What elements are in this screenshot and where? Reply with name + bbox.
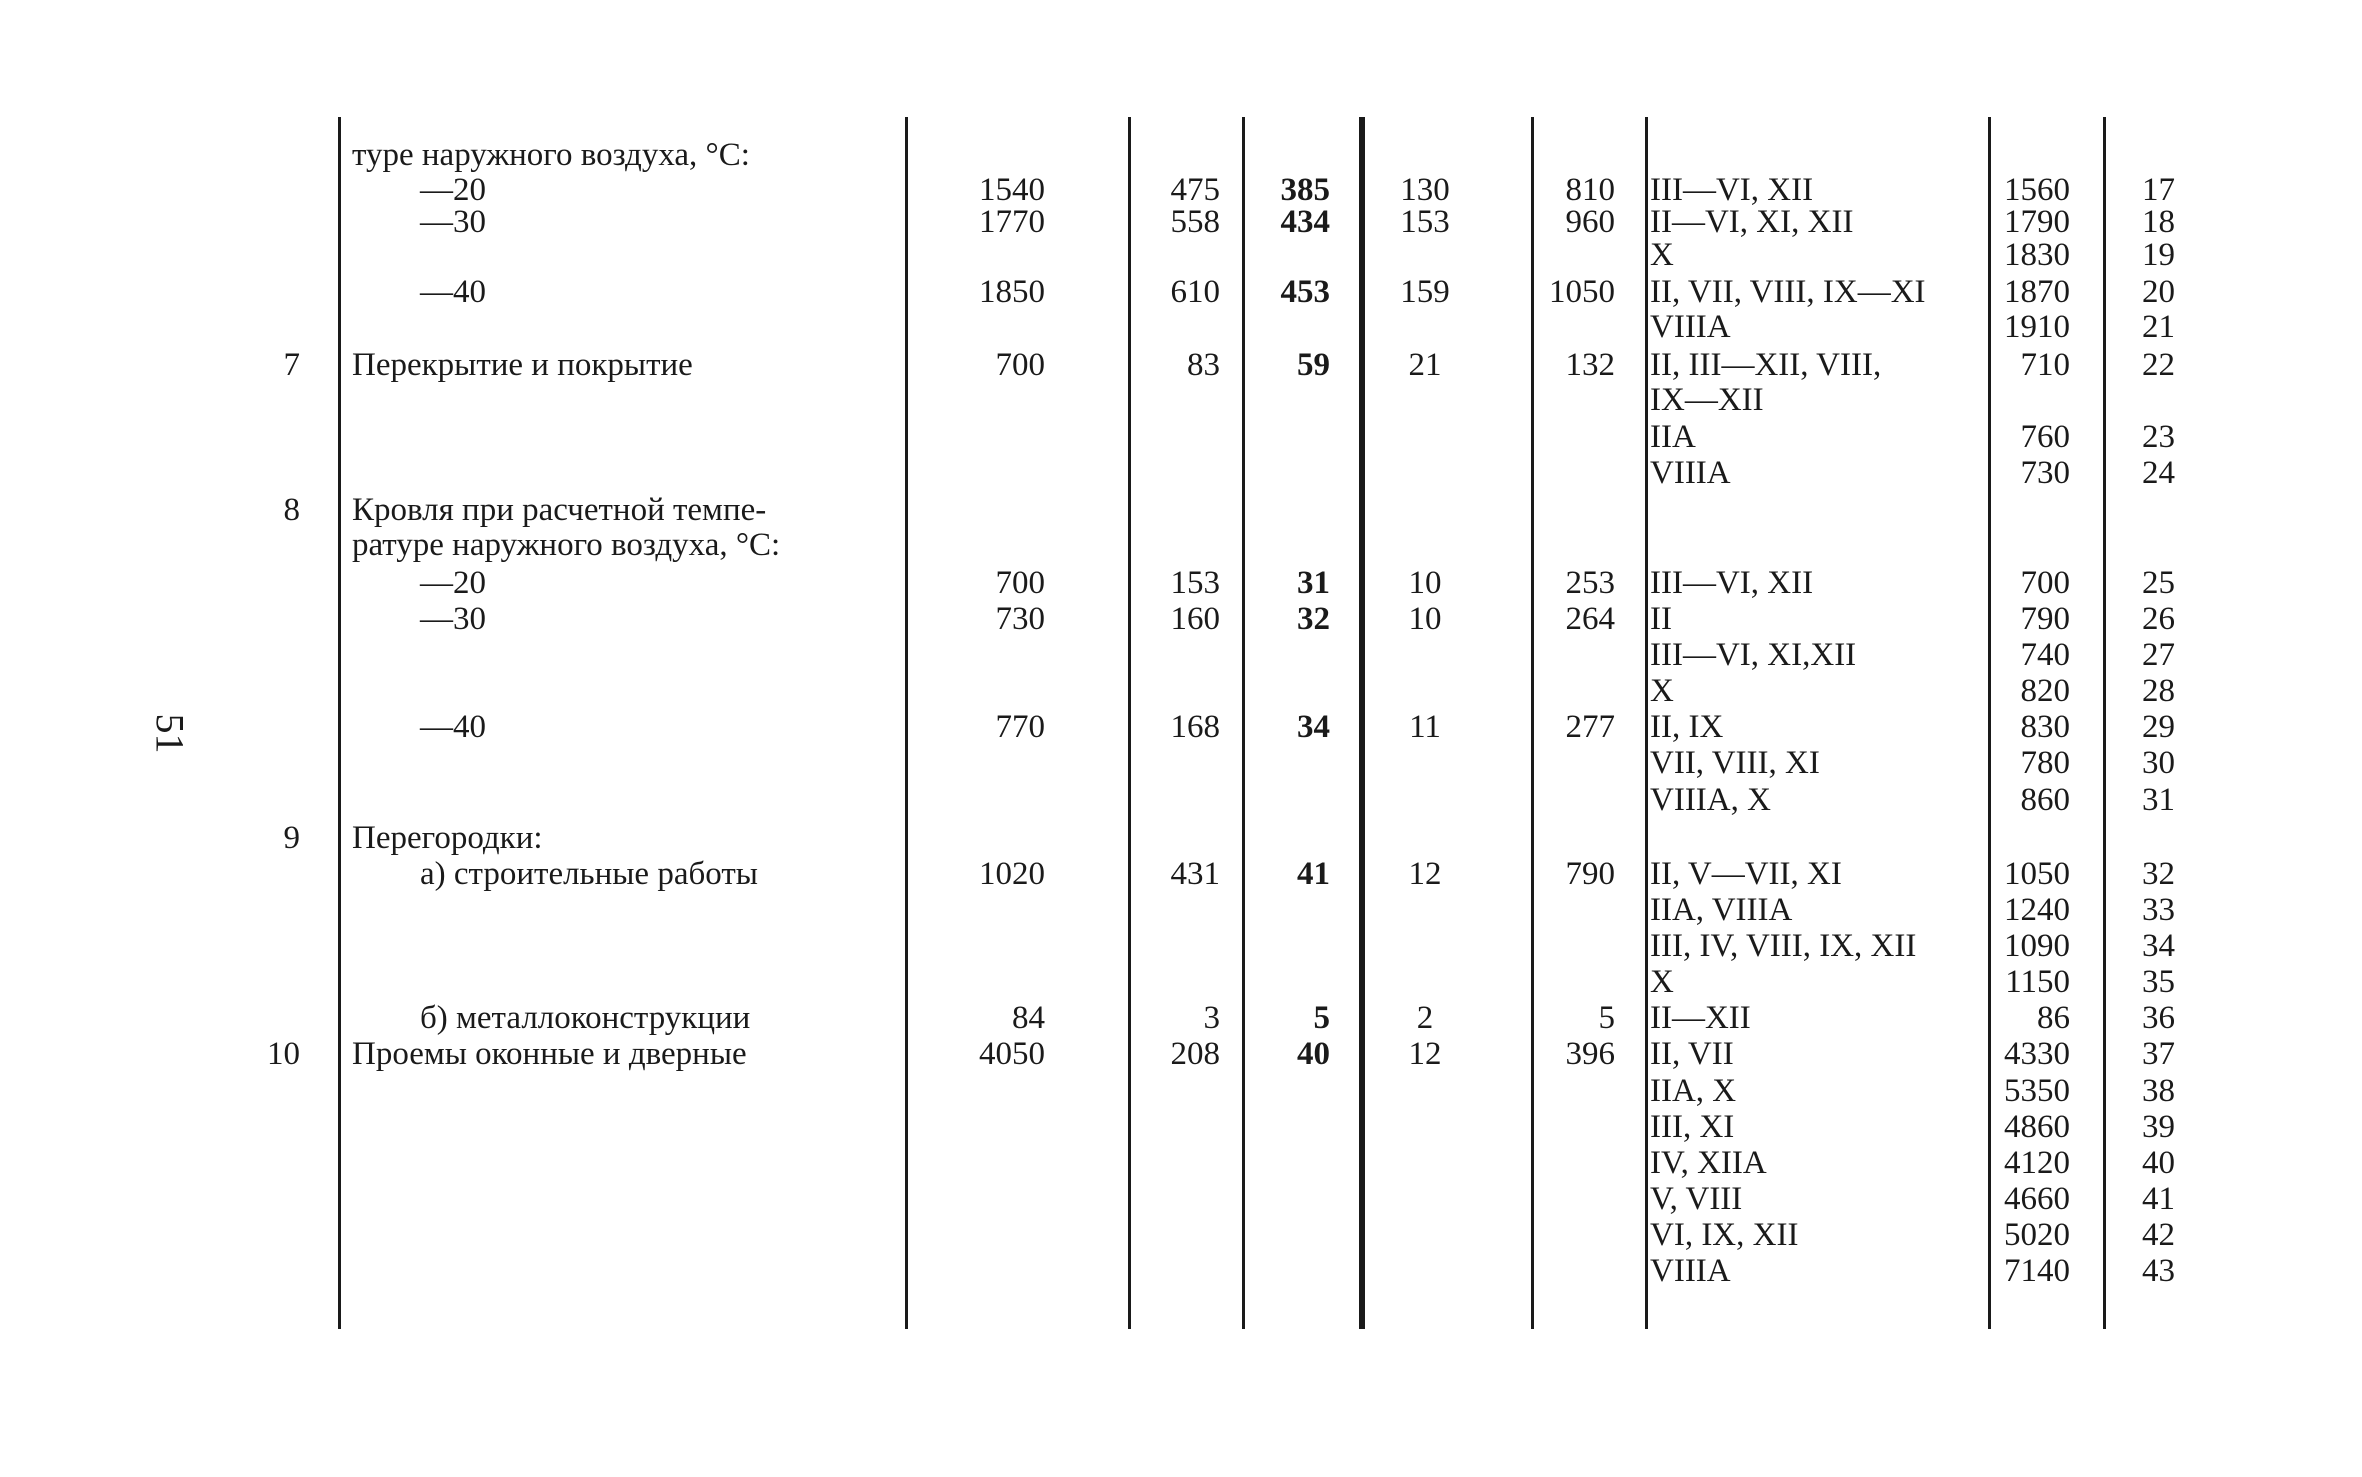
table-row xyxy=(0,1036,2362,1072)
value-cell: 770 xyxy=(995,709,1045,745)
regions-cell: III—VI, XI,XII xyxy=(1650,637,1857,673)
value-cell: 1540 xyxy=(979,172,1045,208)
value-cell: 396 xyxy=(1565,1036,1615,1072)
value-cell: 5020 xyxy=(2004,1217,2070,1253)
line-number: 37 xyxy=(2142,1036,2175,1072)
item-name: —20 xyxy=(420,172,486,208)
value-cell: 1050 xyxy=(1549,274,1615,310)
value-cell: 4660 xyxy=(2004,1181,2070,1217)
line-number: 33 xyxy=(2142,892,2175,928)
value-cell-bold: 453 xyxy=(1280,274,1330,310)
line-number: 21 xyxy=(2142,309,2175,345)
table-row xyxy=(0,382,2362,418)
regions-cell: II, V—VII, XI xyxy=(1650,856,1842,892)
regions-cell: X xyxy=(1650,237,1674,273)
line-number: 29 xyxy=(2142,709,2175,745)
row-number: 8 xyxy=(283,492,300,528)
value-cell-bold: 434 xyxy=(1280,204,1330,240)
value-cell: 610 xyxy=(1170,274,1220,310)
value-cell: 2 xyxy=(1416,1000,1434,1036)
value-cell: 11 xyxy=(1409,709,1441,745)
table-row xyxy=(0,565,2362,601)
value-cell: 277 xyxy=(1565,709,1615,745)
table-row xyxy=(0,1000,2362,1036)
table-row xyxy=(0,527,2362,563)
regions-cell: II, VII xyxy=(1650,1036,1734,1072)
value-cell: 4120 xyxy=(2004,1145,2070,1181)
line-number: 24 xyxy=(2142,455,2175,491)
table-row xyxy=(0,347,2362,383)
line-number: 43 xyxy=(2142,1253,2175,1289)
line-number: 20 xyxy=(2142,274,2175,310)
regions-cell: II, IX xyxy=(1650,709,1724,745)
regions-cell: IX—XII xyxy=(1650,382,1764,418)
value-cell: 168 xyxy=(1170,709,1220,745)
regions-cell: II, III—XII, VIII, xyxy=(1650,347,1882,383)
value-cell: 1090 xyxy=(2004,928,2070,964)
table-row xyxy=(0,637,2362,673)
value-cell: 1850 xyxy=(979,274,1045,310)
row-number: 7 xyxy=(283,347,300,383)
line-number: 38 xyxy=(2142,1073,2175,1109)
value-cell-bold: 40 xyxy=(1297,1036,1330,1072)
table-row xyxy=(0,1145,2362,1181)
regions-cell: VIIIA xyxy=(1650,309,1731,345)
value-cell: 1050 xyxy=(2004,856,2070,892)
table-row xyxy=(0,237,2362,273)
item-name: туре наружного воздуха, °С: xyxy=(352,137,750,173)
table-row xyxy=(0,928,2362,964)
table-row xyxy=(0,204,2362,240)
regions-cell: V, VIII xyxy=(1650,1181,1743,1217)
value-cell: 475 xyxy=(1170,172,1220,208)
table-row xyxy=(0,709,2362,745)
regions-cell: IV, XIIA xyxy=(1650,1145,1767,1181)
line-number: 39 xyxy=(2142,1109,2175,1145)
value-cell: 12 xyxy=(1408,1036,1442,1072)
value-cell: 4330 xyxy=(2004,1036,2070,1072)
line-number: 41 xyxy=(2142,1181,2175,1217)
value-cell: 1870 xyxy=(2004,274,2070,310)
item-name: —20 xyxy=(420,565,486,601)
table-row xyxy=(0,309,2362,345)
table-row xyxy=(0,856,2362,892)
regions-cell: II, VII, VIII, IX—XI xyxy=(1650,274,1926,310)
regions-cell: X xyxy=(1650,964,1674,1000)
line-number: 40 xyxy=(2142,1145,2175,1181)
line-number: 30 xyxy=(2142,745,2175,781)
value-cell: 1830 xyxy=(2004,237,2070,273)
value-cell-bold: 385 xyxy=(1280,172,1330,208)
value-cell: 740 xyxy=(2020,637,2070,673)
value-cell: 810 xyxy=(1565,172,1615,208)
regions-cell: VIIIA, X xyxy=(1650,782,1771,818)
item-name: —30 xyxy=(420,204,486,240)
regions-cell: IIA, X xyxy=(1650,1073,1737,1109)
row-number: 9 xyxy=(283,820,300,856)
value-cell: 132 xyxy=(1565,347,1615,383)
value-cell: 159 xyxy=(1400,274,1450,310)
table-row xyxy=(0,820,2362,856)
line-number: 23 xyxy=(2142,419,2175,455)
value-cell: 1240 xyxy=(2004,892,2070,928)
value-cell: 10 xyxy=(1408,565,1442,601)
value-cell: 780 xyxy=(2020,745,2070,781)
value-cell-bold: 5 xyxy=(1313,1000,1330,1036)
value-cell: 1560 xyxy=(2004,172,2070,208)
regions-cell: III—VI, XII xyxy=(1650,565,1814,601)
regions-cell: VIIIA xyxy=(1650,1253,1731,1289)
item-name: Кровля при расчетной темпе- xyxy=(352,492,767,528)
value-cell: 790 xyxy=(2020,601,2070,637)
value-cell: 5350 xyxy=(2004,1073,2070,1109)
item-name: —40 xyxy=(420,274,486,310)
table-row xyxy=(0,892,2362,928)
value-cell: 264 xyxy=(1565,601,1615,637)
table-row xyxy=(0,782,2362,818)
table-row xyxy=(0,172,2362,208)
regions-cell: II—VI, XI, XII xyxy=(1650,204,1854,240)
value-cell: 7140 xyxy=(2004,1253,2070,1289)
line-number: 34 xyxy=(2142,928,2175,964)
table-row xyxy=(0,419,2362,455)
value-cell: 153 xyxy=(1400,204,1450,240)
value-cell: 730 xyxy=(2020,455,2070,491)
item-name: Перегородки: xyxy=(352,820,543,856)
regions-cell: II xyxy=(1650,601,1672,637)
regions-cell: III, IV, VIII, IX, XII xyxy=(1650,928,1917,964)
page-number: 51 xyxy=(147,713,193,754)
line-number: 26 xyxy=(2142,601,2175,637)
value-cell-bold: 59 xyxy=(1297,347,1330,383)
value-cell: 431 xyxy=(1170,856,1220,892)
value-cell-bold: 32 xyxy=(1297,601,1330,637)
table-row xyxy=(0,1217,2362,1253)
value-cell: 4050 xyxy=(979,1036,1045,1072)
item-name: Перекрытие и покрытие xyxy=(352,347,693,383)
line-number: 28 xyxy=(2142,673,2175,709)
value-cell: 558 xyxy=(1170,204,1220,240)
table-row xyxy=(0,1109,2362,1145)
line-number: 18 xyxy=(2142,204,2175,240)
value-cell: 1770 xyxy=(979,204,1045,240)
value-cell: 700 xyxy=(2020,565,2070,601)
table-row xyxy=(0,673,2362,709)
value-cell: 83 xyxy=(1187,347,1220,383)
line-number: 25 xyxy=(2142,565,2175,601)
value-cell: 830 xyxy=(2020,709,2070,745)
value-cell: 700 xyxy=(995,347,1045,383)
value-cell: 10 xyxy=(1408,601,1442,637)
value-cell: 1790 xyxy=(2004,204,2070,240)
line-number: 32 xyxy=(2142,856,2175,892)
value-cell: 760 xyxy=(2020,419,2070,455)
item-name: Проемы оконные и дверные xyxy=(352,1036,747,1072)
value-cell: 5 xyxy=(1598,1000,1615,1036)
value-cell: 153 xyxy=(1170,565,1220,601)
regions-cell: II—XII xyxy=(1650,1000,1751,1036)
table-row xyxy=(0,745,2362,781)
value-cell: 1150 xyxy=(2005,964,2070,1000)
item-name: б) металлоконструкции xyxy=(420,1000,751,1036)
table-row xyxy=(0,1181,2362,1217)
line-number: 19 xyxy=(2142,237,2175,273)
table-row xyxy=(0,964,2362,1000)
value-cell: 12 xyxy=(1408,856,1442,892)
regions-cell: VII, VIII, XI xyxy=(1650,745,1820,781)
regions-cell: IIA xyxy=(1650,419,1696,455)
line-number: 36 xyxy=(2142,1000,2175,1036)
value-cell: 790 xyxy=(1565,856,1615,892)
value-cell: 84 xyxy=(1012,1000,1045,1036)
value-cell: 1020 xyxy=(979,856,1045,892)
value-cell-bold: 31 xyxy=(1297,565,1330,601)
table-row xyxy=(0,455,2362,491)
value-cell: 700 xyxy=(995,565,1045,601)
regions-cell: X xyxy=(1650,673,1674,709)
table-row xyxy=(0,1253,2362,1289)
line-number: 22 xyxy=(2142,347,2175,383)
value-cell: 960 xyxy=(1565,204,1615,240)
item-name: —30 xyxy=(420,601,486,637)
value-cell: 130 xyxy=(1400,172,1450,208)
value-cell: 710 xyxy=(2020,347,2070,383)
regions-cell: IIA, VIIIA xyxy=(1650,892,1793,928)
row-number: 10 xyxy=(267,1036,300,1072)
value-cell-bold: 41 xyxy=(1297,856,1330,892)
line-number: 27 xyxy=(2142,637,2175,673)
value-cell: 1910 xyxy=(2004,309,2070,345)
value-cell: 4860 xyxy=(2004,1109,2070,1145)
table-row xyxy=(0,492,2362,528)
line-number: 31 xyxy=(2142,782,2175,818)
regions-cell: III—VI, XII xyxy=(1650,172,1814,208)
regions-cell: VIIIA xyxy=(1650,455,1731,491)
value-cell-bold: 34 xyxy=(1297,709,1330,745)
value-cell: 160 xyxy=(1170,601,1220,637)
table-row xyxy=(0,601,2362,637)
regions-cell: III, XI xyxy=(1650,1109,1735,1145)
line-number: 35 xyxy=(2142,964,2175,1000)
line-number: 17 xyxy=(2142,172,2175,208)
value-cell: 21 xyxy=(1408,347,1442,383)
regions-cell: VI, IX, XII xyxy=(1650,1217,1799,1253)
value-cell: 86 xyxy=(2037,1000,2070,1036)
item-name: ратуре наружного воздуха, °С: xyxy=(352,527,781,563)
value-cell: 860 xyxy=(2020,782,2070,818)
table-row xyxy=(0,1073,2362,1109)
item-name: а) строительные работы xyxy=(420,856,758,892)
table-row xyxy=(0,137,2362,173)
table-row xyxy=(0,274,2362,310)
value-cell: 208 xyxy=(1170,1036,1220,1072)
value-cell: 3 xyxy=(1203,1000,1220,1036)
item-name: —40 xyxy=(420,709,486,745)
line-number: 42 xyxy=(2142,1217,2175,1253)
value-cell: 253 xyxy=(1565,565,1615,601)
value-cell: 820 xyxy=(2020,673,2070,709)
value-cell: 730 xyxy=(995,601,1045,637)
